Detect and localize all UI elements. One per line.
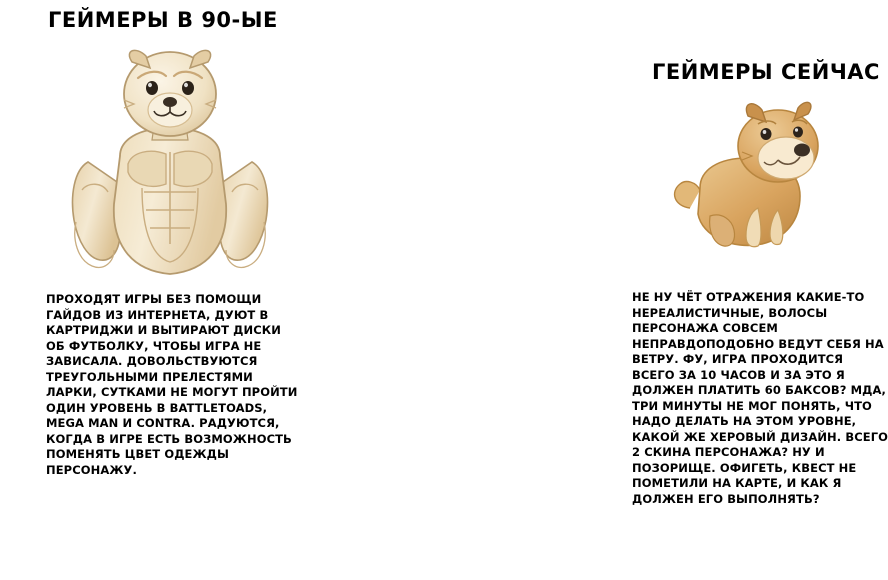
panel-left — [0, 0, 300, 580]
left-caption: ПРОХОДЯТ ИГРЫ БЕЗ ПОМОЩИ ГАЙДОВ ИЗ ИНТЕРНЕТА, ДУЮТ В КАРТРИДЖИ И ВЫТИРАЮТ ДИСКИ ОБ ФУТБОЛКУ, ЧТОБЫ ИГРА НЕ ЗАВИСАЛА. ДОВОЛЬСТВУЮТСЯ ТРЕУГОЛЬНЫМИ ПРЕЛЕСТЯМИ ЛАРКИ, СУТКАМИ НЕ МОГУТ ПРОЙТИ ОДИН УРОВЕНЬ В BATTLETOADS, MEGA MAN И CONTRA. РАДУЮТСЯ, КОГДА В ИГРЕ ЕСТЬ ВОЗМОЖНОСТЬ ПОМЕНЯТЬ ЦВЕТ ОДЕЖДЫ ПЕРСОНАЖУ. — [46, 292, 298, 477]
right-title: ГЕЙМЕРЫ СЕЙЧАС — [652, 60, 880, 84]
right-caption: НЕ НУ ЧЁТ ОТРАЖЕНИЯ КАКИЕ-ТО НЕРЕАЛИСТИЧНЫЕ, ВОЛОСЫ ПЕРСОНАЖА СОВСЕМ НЕПРАВДОПОДОБНО ВЕДУТ СЕБЯ НА ВЕТРУ. ФУ, ИГРА ПРОХОДИТСЯ ВСЕГО ЗА 10 ЧАСОВ И ЗА ЭТО Я ДОЛЖЕН ПЛАТИТЬ 60 БАКСОВ? МДА, ТРИ МИНУТЫ НЕ МОГ ПОНЯТЬ, ЧТО НАДО ДЕЛАТЬ НА ЭТОМ УРОВНЕ, КАКОЙ ЖЕ ХЕРОВЫЙ ДИЗАЙН. ВСЕГО 2 СКИНА ПЕРСОНАЖА? НУ И ПОЗОРИЩЕ. ОФИГЕТЬ, КВЕСТ НЕ ПОМЕТИЛИ НА КАРТЕ, И КАК Я ДОЛЖЕН ЕГО ВЫПОЛНЯТЬ? — [632, 290, 888, 506]
buff-doge-image — [58, 44, 282, 282]
cheems-dog-image — [666, 96, 842, 268]
left-title: ГЕЙМЕРЫ В 90-ЫЕ — [48, 8, 278, 32]
panel-right — [300, 0, 888, 580]
